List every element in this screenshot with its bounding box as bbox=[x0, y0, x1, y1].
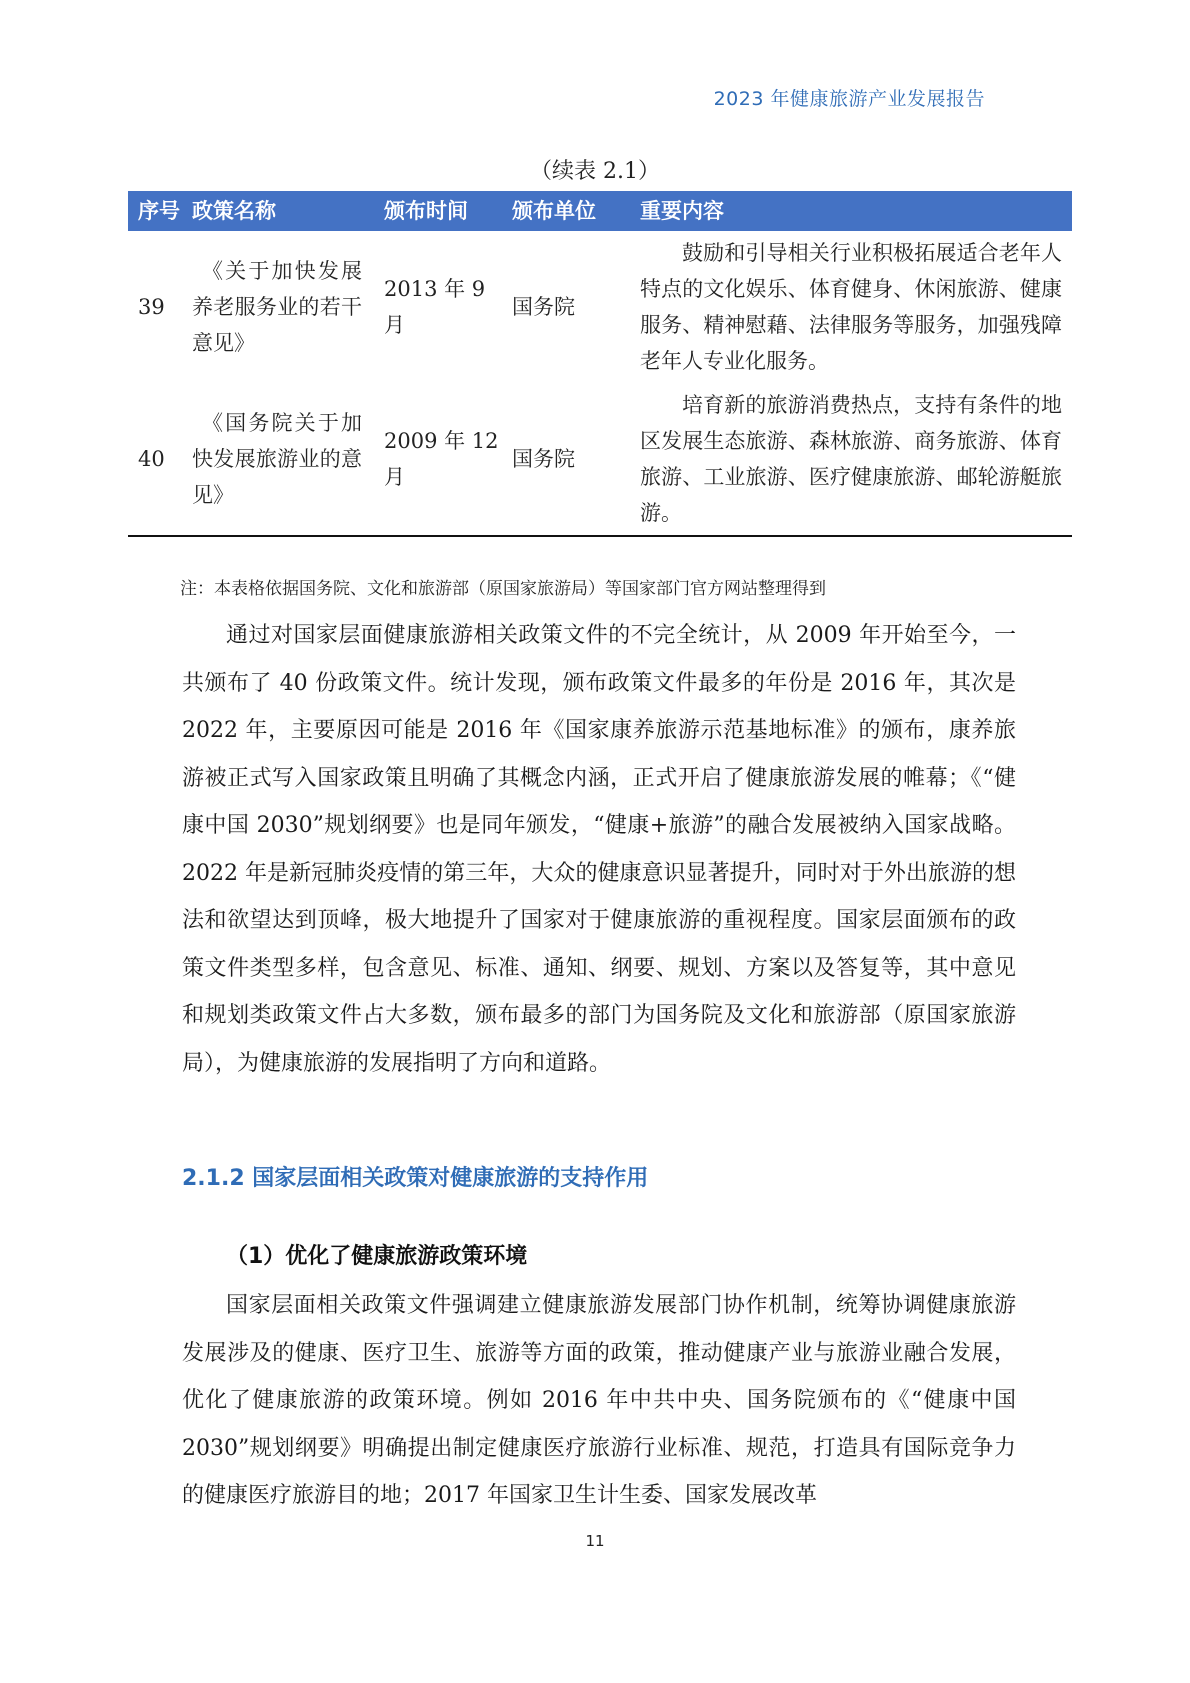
body-paragraph-2: 国家层面相关政策文件强调建立健康旅游发展部门协作机制，统筹协调健康旅游发展涉及的健康、医疗卫生、旅游等方面的政策，推动健康产业与旅游业融合发展，优化了健康旅游的政策环境。例如 2016 年中共中央、国务院颁布的《“健康中国 2030”规划纲要》明确提出制定健康医疗旅游行业标准、规范，打造具有国际竞争力的健康医疗旅游目的地；2017 年国家卫生计生委、国家发展改革 bbox=[182, 1293, 1016, 1508]
policy-content: 培育新的旅游消费热点，支持有条件的地区发展生态旅游、森林旅游、商务旅游、体育旅游、工业旅游、医疗健康旅游、邮轮游艇旅游。 bbox=[640, 393, 1062, 525]
column-header-issuer: 颁布单位 bbox=[512, 199, 596, 223]
table-header-row bbox=[128, 191, 1072, 231]
table-caption: （续表 2.1） bbox=[530, 159, 660, 184]
page-number: 11 bbox=[585, 1532, 605, 1550]
column-header-date: 颁布时间 bbox=[384, 199, 468, 223]
section-heading: 2.1.2 国家层面相关政策对健康旅游的支持作用 bbox=[182, 1166, 649, 1191]
body-paragraph-1: 通过对国家层面健康旅游相关政策文件的不完全统计，从 2009 年开始至今，一共颁布了 40 份政策文件。统计发现，颁布政策文件最多的年份是 2016 年，其次是 2022 年，主要原因可能是 2016 年《国家康养旅游示范基地标准》的颁布，康养旅游被正式写入国家政策且明确了其概念内涵，正式开启了健康旅游发展的帷幕；《“健康中国 2030”规划纲要》也是同年颁发，“健康+旅游”的融合发展被纳入国家战略。2022 年是新冠肺炎疫情的第三年，大众的健康意识显著提升，同时对于外出旅游的想法和欲望达到顶峰，极大地提升了国家对于健康旅游的重视程度。国家层面颁布的政策文件类型多样，包含意见、标准、通知、纲要、规划、方案以及答复等，其中意见和规划类政策文件占大多数，颁布最多的部门为国务院及文化和旅游部（原国家旅游局），为健康旅游的发展指明了方向和道路。 bbox=[182, 623, 1016, 1076]
column-header-content: 重要内容 bbox=[640, 199, 724, 223]
policy-name: 《关于加快发展养老服务业的若干意见》 bbox=[192, 259, 362, 355]
row-number: 40 bbox=[138, 447, 165, 471]
policy-table bbox=[128, 191, 1072, 537]
table-note: 注：本表格依据国务院、文化和旅游部（原国家旅游局）等国家部门官方网站整理得到 bbox=[180, 579, 826, 599]
issuer: 国务院 bbox=[512, 447, 575, 471]
issue-date: 2013 年 9 月 bbox=[384, 277, 486, 337]
issuer: 国务院 bbox=[512, 295, 575, 319]
table-row bbox=[128, 231, 1072, 383]
row-number: 39 bbox=[138, 295, 165, 319]
column-header-no: 序号 bbox=[138, 199, 180, 223]
policy-name: 《国务院关于加快发展旅游业的意见》 bbox=[192, 411, 362, 507]
column-header-name: 政策名称 bbox=[192, 199, 276, 223]
policy-content: 鼓励和引导相关行业积极拓展适合老年人特点的文化娱乐、体育健身、休闲旅游、健康服务、精神慰藉、法律服务等服务，加强残障老年人专业化服务。 bbox=[640, 241, 1062, 373]
table-row bbox=[128, 383, 1072, 536]
sub-heading: （1）优化了健康旅游政策环境 bbox=[226, 1244, 528, 1269]
issue-date: 2009 年 12 月 bbox=[384, 429, 499, 489]
report-header-title: 2023 年健康旅游产业发展报告 bbox=[713, 88, 985, 110]
